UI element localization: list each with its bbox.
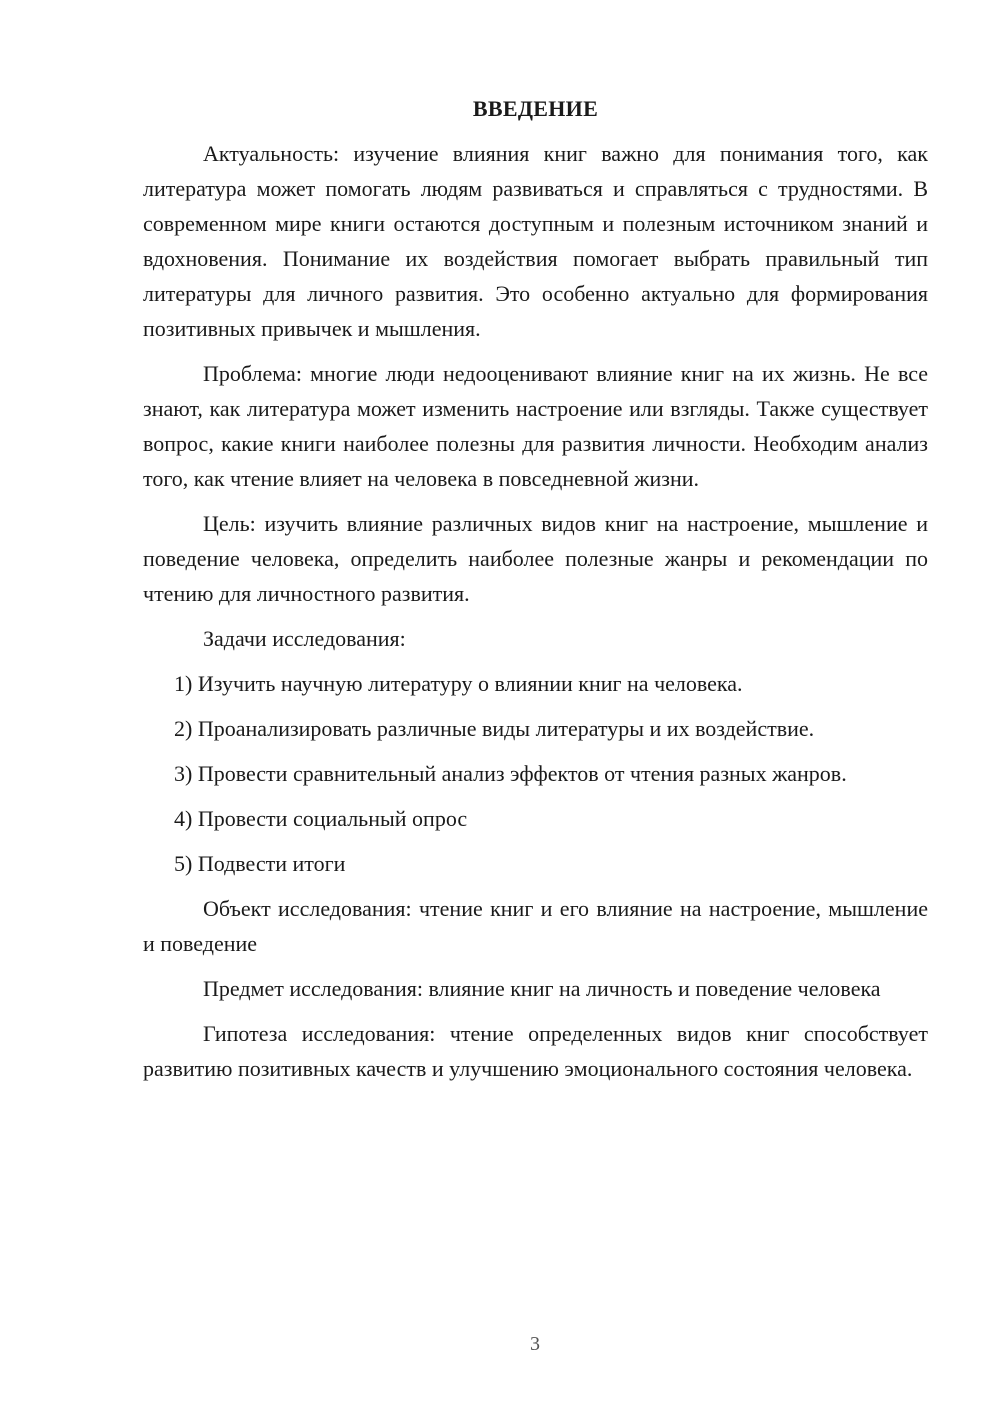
- task-item-1: 1) Изучить научную литературу о влиянии книг на человека.: [174, 671, 743, 696]
- page-title: ВВЕДЕНИЕ: [472, 96, 599, 121]
- task-item-5: 5) Подвести итоги: [174, 851, 346, 876]
- page-number: 3: [530, 1333, 540, 1355]
- task-item-4: 4) Провести социальный опрос: [174, 806, 468, 831]
- subject-paragraph: Предмет исследования: влияние книг на личность и поведение человека: [203, 976, 881, 1001]
- document-page: [143, 92, 928, 1096]
- goal-paragraph: Цель: изучить влияние различных видов книг на настроение, мышление и поведение человека, определить наиболее полезные жанры и рекомендации по чтению для личностного развития.: [143, 511, 928, 606]
- object-paragraph: Объект исследования: чтение книг и его влияние на настроение, мышление и поведение: [143, 896, 928, 956]
- hypothesis-paragraph: Гипотеза исследования: чтение определенных видов книг способствует развитию позитивных качеств и улучшению эмоционального состояния человека.: [143, 1021, 928, 1081]
- task-item-2: 2) Проанализировать различные виды литературы и их воздействие.: [174, 716, 815, 741]
- problem-paragraph: Проблема: многие люди недооценивают влияние книг на их жизнь. Не все знают, как литература может изменить настроение или взгляды. Также существует вопрос, какие книги наиболее полезны для развития личности. Необходим анализ того, как чтение влияет на человека в повседневной жизни.: [143, 361, 928, 491]
- relevance-paragraph: Актуальность: изучение влияния книг важно для понимания того, как литература может помогать людям развиваться и справляться с трудностями. В современном мире книги остаются доступным и полезным источником знаний и вдохновения. Понимание их воздействия помогает выбрать правильный тип литературы для личного развития. Это особенно актуально для формирования позитивных привычек и мышления.: [143, 141, 928, 341]
- task-item-3: 3) Провести сравнительный анализ эффектов от чтения разных жанров.: [174, 761, 847, 786]
- tasks-heading: Задачи исследования:: [203, 626, 406, 651]
